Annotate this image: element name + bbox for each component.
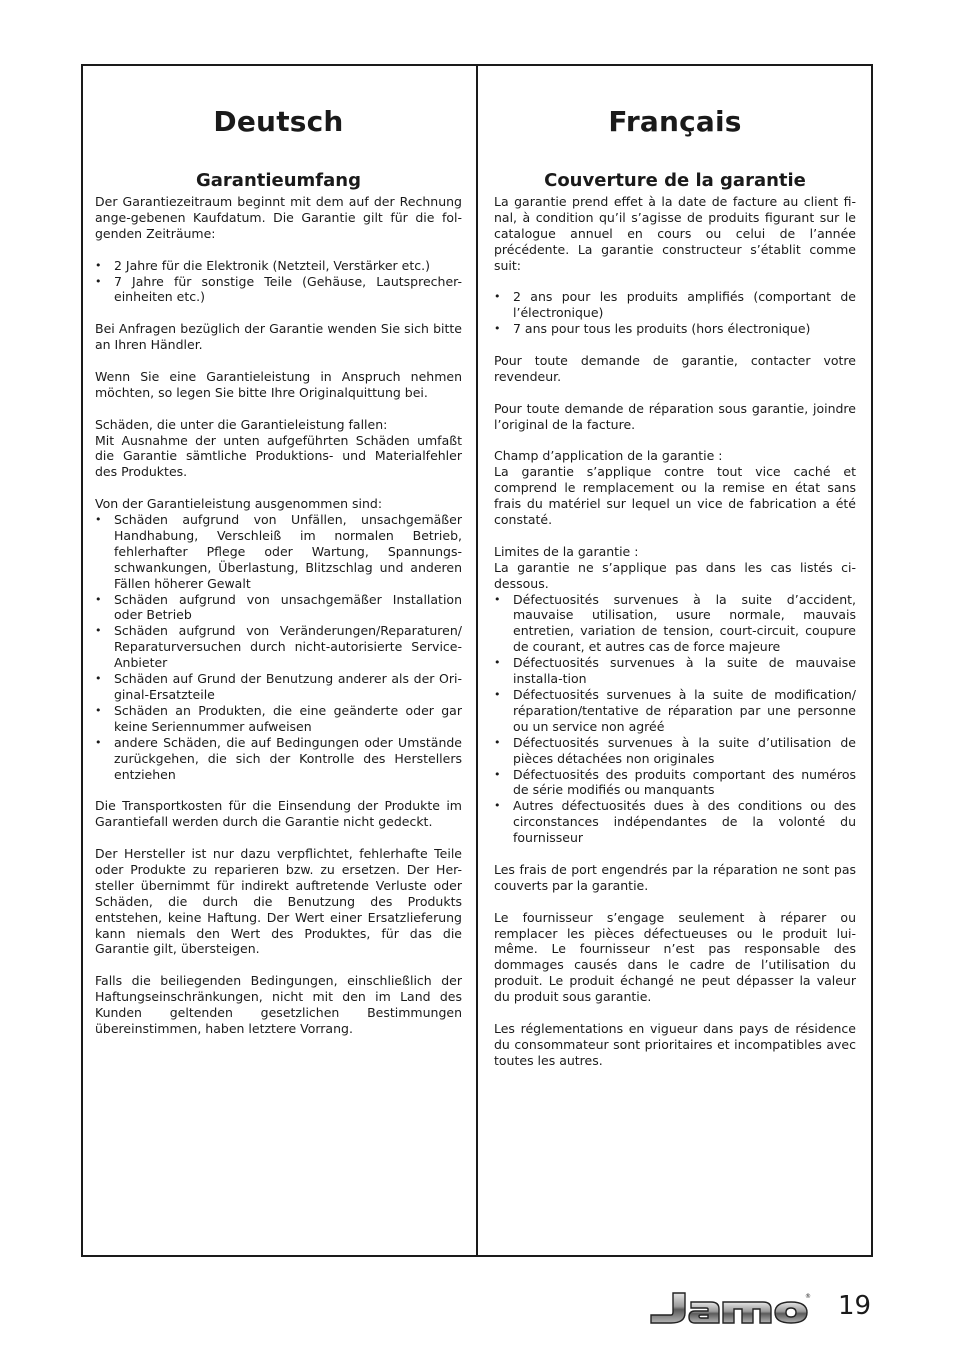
list-item: • Défectuosités des produits comportant des numéros de série modifiés ou manquants <box>494 767 856 799</box>
french-heading: Couverture de la garantie <box>544 170 806 191</box>
list-item: • Schäden aufgrund von unsachgemäßer Installation oder Betrieb <box>95 592 462 624</box>
german-paragraph: Mit Ausnahme der unten aufgeführten Schäden umfaßt die Garantie sämtliche Produktions- und Materialfehler des Produktes. <box>95 432 462 480</box>
german-paragraph: Schäden, die unter die Garantieleistung fallen: <box>95 416 388 432</box>
french-paragraph: Les frais de port engendrés par la réparation ne sont pas couverts par la garantie. <box>494 861 856 893</box>
svg-text:®: ® <box>805 1293 811 1300</box>
list-item: • Schäden auf Grund der Benutzung anderer als der Ori-ginal-Ersatzteile <box>95 671 462 703</box>
german-period-list <box>95 258 462 306</box>
german-paragraph: Falls die beiliegenden Bedingungen, einschließlich der Haftungseinschränkungen, nicht mit den im Land des Kunden geltenden gesetzlichen Bestimmungen übereinstimmen, haben letztere Vorrang. <box>95 973 462 1036</box>
french-paragraph: Pour toute demande de réparation sous garantie, joindre l’original de la facture. <box>494 400 856 432</box>
list-item: • 7 Jahre für sonstige Teile (Gehäuse, Lautsprecher-einheiten etc.) <box>95 274 462 306</box>
german-paragraph: Der Garantiezeitraum beginnt mit dem auf der Rechnung ange-gebenen Kaufdatum. Die Garantie gilt für die fol-genden Zeiträume: <box>95 194 462 241</box>
list-item: • Schäden an Produkten, die eine geänderte oder gar keine Seriennummer aufweisen <box>95 703 462 735</box>
french-column <box>476 66 871 1255</box>
german-paragraph: Die Transportkosten für die Einsendung der Produkte im Garantiefall werden durch die Garantie nicht gedeckt. <box>95 798 462 830</box>
german-paragraph: Von der Garantieleistung ausgenommen sind: <box>95 496 383 512</box>
list-item: • andere Schäden, die auf Bedingungen oder Umstände zurückgehen, die sich der Kontrolle des Herstellers entziehen <box>95 735 462 783</box>
content-frame <box>81 64 873 1257</box>
french-paragraph: Les réglementations en vigueur dans pays de résidence du consommateur sont prioritaires et incompatibles avec toutes les autres. <box>494 1021 856 1068</box>
list-item: • 2 ans pour les produits amplifiés (comportant de l’électronique) <box>494 289 856 321</box>
german-paragraph: Bei Anfragen bezüglich der Garantie wenden Sie sich bitte an Ihren Händler. <box>95 321 462 353</box>
french-exclusion-list <box>494 592 856 847</box>
list-item: • Défectuosités survenues à la suite d’utilisation de pièces détachées non originales <box>494 735 856 767</box>
french-paragraph: Champ d’application de la garantie : <box>494 448 723 464</box>
page-number: 19 <box>838 1291 872 1321</box>
list-item: • Autres défectuosités dues à des conditions ou des circonstances indépendantes de la volonté du fournisseur <box>494 798 856 846</box>
german-title: Deutsch <box>213 105 344 138</box>
french-paragraph: La garantie ne s’applique pas dans les cas listés ci-dessous. <box>494 559 856 591</box>
french-title: Français <box>608 105 742 138</box>
french-period-list <box>494 289 856 337</box>
jamo-logo <box>645 1287 810 1327</box>
list-item: • 2 Jahre für die Elektronik (Netzteil, Verstärker etc.) <box>95 258 462 274</box>
german-heading: Garantieumfang <box>196 170 361 191</box>
list-item: • 7 ans pour tous les produits (hors électronique) <box>494 321 856 337</box>
german-exclusion-list <box>95 512 462 782</box>
list-item: • Schäden aufgrund von Unfällen, unsachgemäßer Handhabung, Verschleiß im normalen Betrieb, fehlerhafter Pflege oder Wartung, Spannungs-schwankungen, Überlastung, Blitzschlag und anderen Fällen höherer Gewalt <box>95 512 462 592</box>
german-paragraph: Der Hersteller ist nur dazu verpflichtet, fehlerhafte Teile oder Produkte zu reparieren bzw. zu ersetzen. Der Her-steller übernimmt für indirekt auftretende Verluste oder Schäden, die durch die Benutzung des Produkts entstehen, keine Haftung. Der Wert einer Ersatzlieferung kann niemals den Wert des Produktes, für das die Garantie gilt, übersteigen. <box>95 846 462 957</box>
list-item: • Schäden aufgrund von Veränderungen/Reparaturen/ Reparaturversuchen durch nicht-autorisierte Service-Anbieter <box>95 623 462 671</box>
french-paragraph: Pour toute demande de garantie, contacter votre revendeur. <box>494 353 856 384</box>
french-paragraph: Le fournisseur s’engage seulement à réparer ou remplacer les pièces défectueuses ou le produit lui-même. Le fournisseur n’est pas responsable des dommages causés dans le cadre de l’utilisation du produit. Le produit échangé ne peut dépasser la valeur du produit sous garantie. <box>494 909 856 1005</box>
list-item: • Défectuosités survenues à la suite de mauvaise installa-tion <box>494 655 856 687</box>
french-paragraph: La garantie s’applique contre tout vice caché et comprend le remplacement ou la remise en état sans frais du matériel sur lequel un vice de fabrication a été constaté. <box>494 464 856 528</box>
french-paragraph: La garantie prend effet à la date de facture au client fi-nal, à condition qu’il s’agisse de produits figurant sur le catalogue annuel en cours ou celui de l’année précédente. La garantie constructeur s’établit comme suit: <box>494 194 856 273</box>
german-paragraph: Wenn Sie eine Garantieleistung in Anspruch nehmen möchten, so legen Sie bitte Ihre Originalquittung bei. <box>95 368 462 400</box>
french-paragraph: Limites de la garantie : <box>494 543 639 559</box>
list-item: • Défectuosités survenues à la suite d’accident, mauvaise utilisation, usure normale, mauvais entretien, variation de tension, court-circuit, coupure de courant, et autres cas de force majeure <box>494 592 856 656</box>
list-item: • Défectuosités survenues à la suite de modification/ réparation/tentative de réparation par une personne ou un service non agréé <box>494 687 856 735</box>
german-column <box>83 66 475 1255</box>
